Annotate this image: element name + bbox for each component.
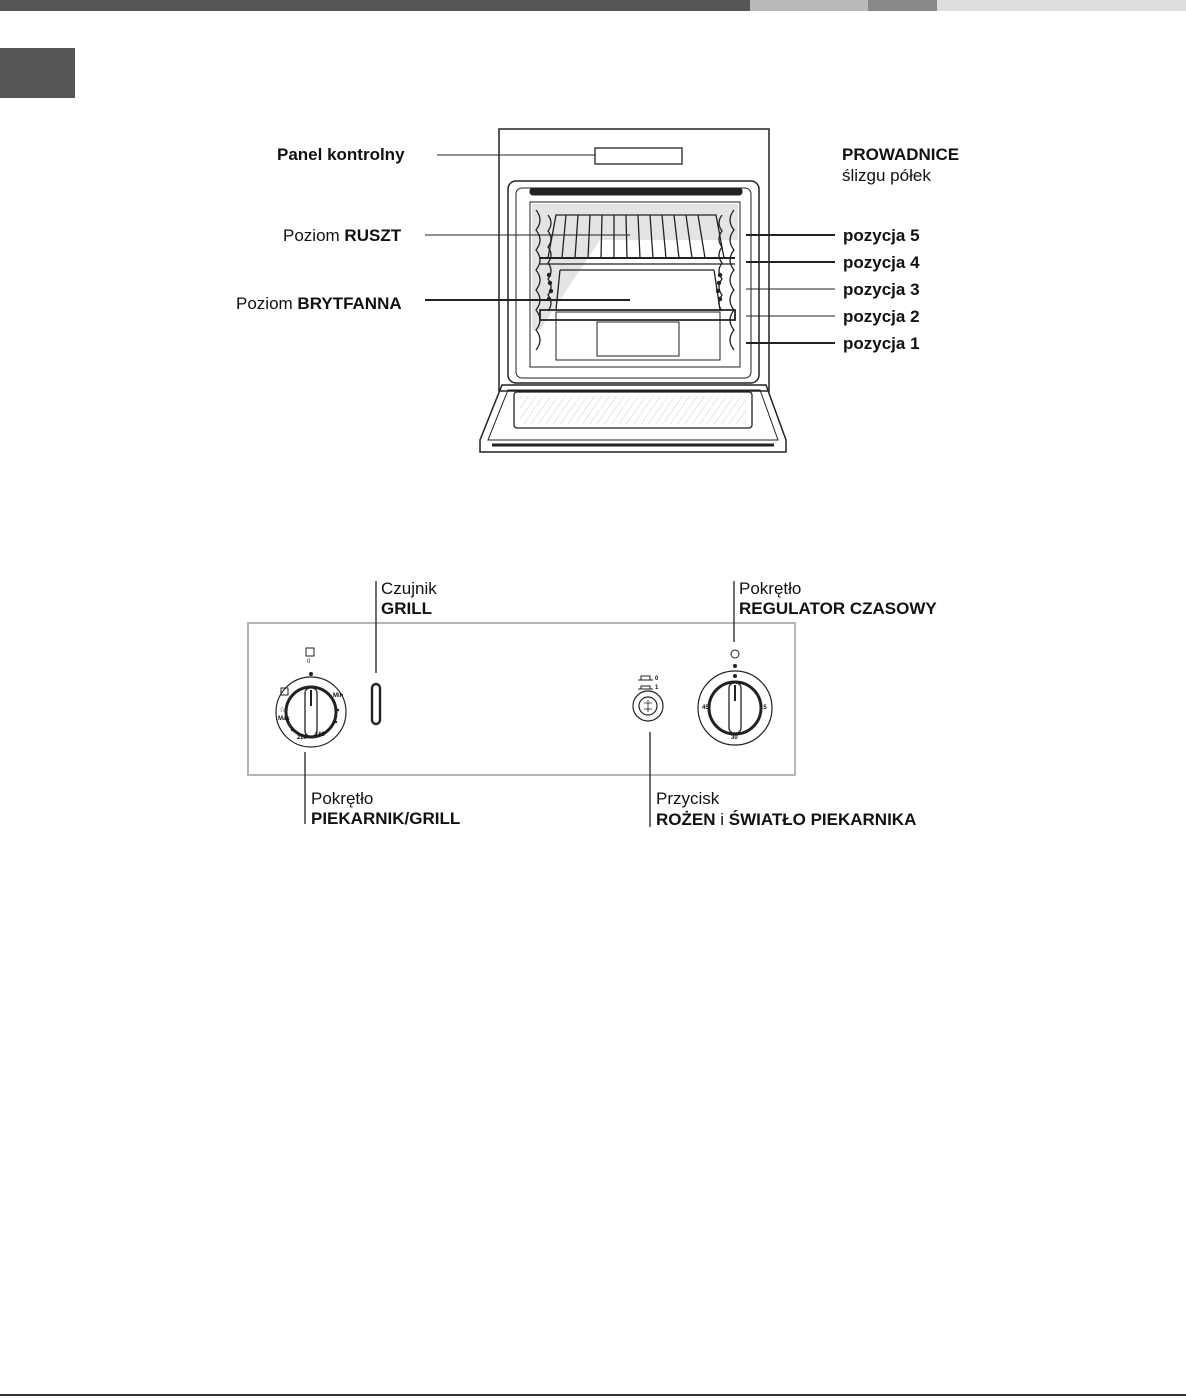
- guides-subtitle: ślizgu półek: [842, 166, 931, 185]
- guides-title: PROWADNICE: [842, 145, 960, 164]
- timer-knob: [698, 650, 772, 745]
- sensor-label-line2: GRILL: [381, 599, 432, 618]
- pan-level-name: BRYTFANNA: [297, 294, 402, 313]
- lamp-symbol-icon: [306, 648, 314, 656]
- oven-knob-160-mark: 160: [315, 732, 326, 738]
- button-label-line1: Przycisk: [656, 789, 720, 808]
- oven-knob-zero-mark: 0: [307, 659, 311, 665]
- clock-icon: [731, 650, 739, 658]
- oven-knob-label-line2: PIEKARNIK/GRILL: [311, 809, 461, 828]
- button-zero-mark: 0: [655, 676, 659, 682]
- oven-knob-max-mark: Max: [278, 716, 290, 722]
- oven-knob-min-mark: Min: [333, 693, 344, 699]
- button-label-and: i: [715, 810, 729, 829]
- rack-level-name: RUSZT: [344, 226, 402, 245]
- timer-30-mark: 30: [731, 735, 738, 741]
- star-symbol-icon: ☆: [279, 705, 287, 714]
- timer-15-mark: 15: [760, 705, 767, 711]
- button-label-line2: [656, 810, 916, 830]
- pan-level-prefix: Poziom: [236, 294, 293, 313]
- oven-knob-label-line1: Pokrętło: [311, 789, 374, 808]
- rack-level-prefix: Poziom: [283, 226, 340, 245]
- sensor-label-line1: Czujnik: [381, 579, 437, 598]
- position-4-label: pozycja 4: [843, 253, 920, 272]
- timer-label-line2: REGULATOR CZASOWY: [739, 599, 937, 618]
- grill-sensor-indicator: [372, 684, 380, 724]
- timer-45-mark: 45: [702, 705, 709, 711]
- position-2-label: pozycja 2: [843, 307, 920, 326]
- control-panel-label: Panel kontrolny: [277, 145, 405, 164]
- button-one-mark: 1: [655, 685, 659, 691]
- position-5-label: pozycja 5: [843, 226, 920, 245]
- oven-knob-220-mark: 220: [297, 735, 308, 741]
- control-panel-outline: [248, 623, 795, 775]
- spit-light-button: [633, 676, 663, 721]
- rack-level-label: [283, 226, 401, 246]
- button-in-symbol-icon: [638, 686, 653, 689]
- position-3-label: pozycja 3: [843, 280, 920, 299]
- button-label-light: ŚWIATŁO PIEKARNIKA: [728, 810, 917, 829]
- timer-label-line1: Pokrętło: [739, 579, 802, 598]
- position-1-label: pozycja 1: [843, 334, 920, 353]
- button-out-symbol-icon: [638, 676, 653, 680]
- button-label-spit: ROŻEN: [656, 810, 716, 829]
- pan-level-label: [236, 294, 402, 314]
